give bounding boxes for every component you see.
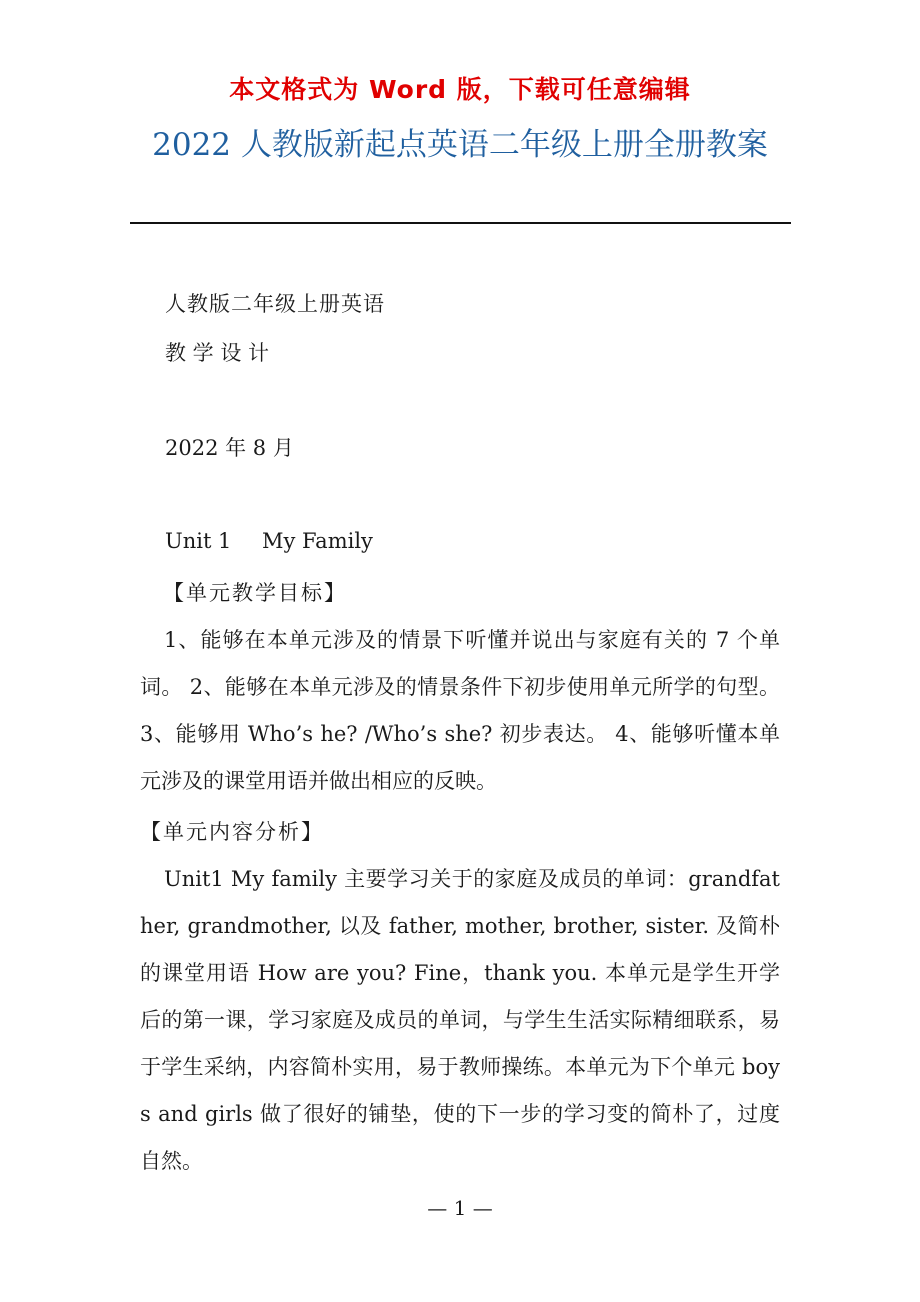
page-number: — 1 —	[427, 1196, 493, 1220]
cover-line-subject: 人教版二年级上册英语	[165, 292, 385, 316]
title-divider	[130, 222, 791, 224]
cover-line-design: 教 学 设 计	[165, 341, 270, 365]
section-heading-analysis: 【单元内容分析】	[140, 820, 324, 844]
unit-label: Unit 1	[165, 529, 232, 553]
section-body-analysis: Unit1 My family 主要学习关于的家庭及成员的单词：grandfather, grandmother, 以及 father, mother, brother, sister. 及简朴的课堂用语 How are you? Fine，thank you. 本单元是学生开学后的第一课，学习家庭及成员的单词，与学生生活实际精细联系，易于学生采纳，内容简朴实用，易于教师操练。本单元为下个单元 boys and girls 做了很好的铺垫，使的下一步的学习变的简朴了，过度自然。	[140, 867, 780, 1173]
section-heading-goals: 【单元教学目标】	[163, 581, 347, 605]
document-title: 2022 人教版新起点英语二年级上册全册教案	[152, 127, 768, 163]
unit-name: My Family	[262, 529, 373, 553]
section-body-goals: 1、能够在本单元涉及的情景下听懂并说出与家庭有关的 7 个单词。 2、能够在本单元涉及的情景条件下初步使用单元所学的句型。 3、能够用 Who’s he? /Who’s she? 初步表达。 4、能够听懂本单元涉及的课堂用语并做出相应的反映。	[140, 628, 780, 793]
format-notice-banner: 本文格式为 Word 版，下载可任意编辑	[229, 75, 691, 104]
cover-date: 2022 年 8 月	[165, 436, 294, 460]
